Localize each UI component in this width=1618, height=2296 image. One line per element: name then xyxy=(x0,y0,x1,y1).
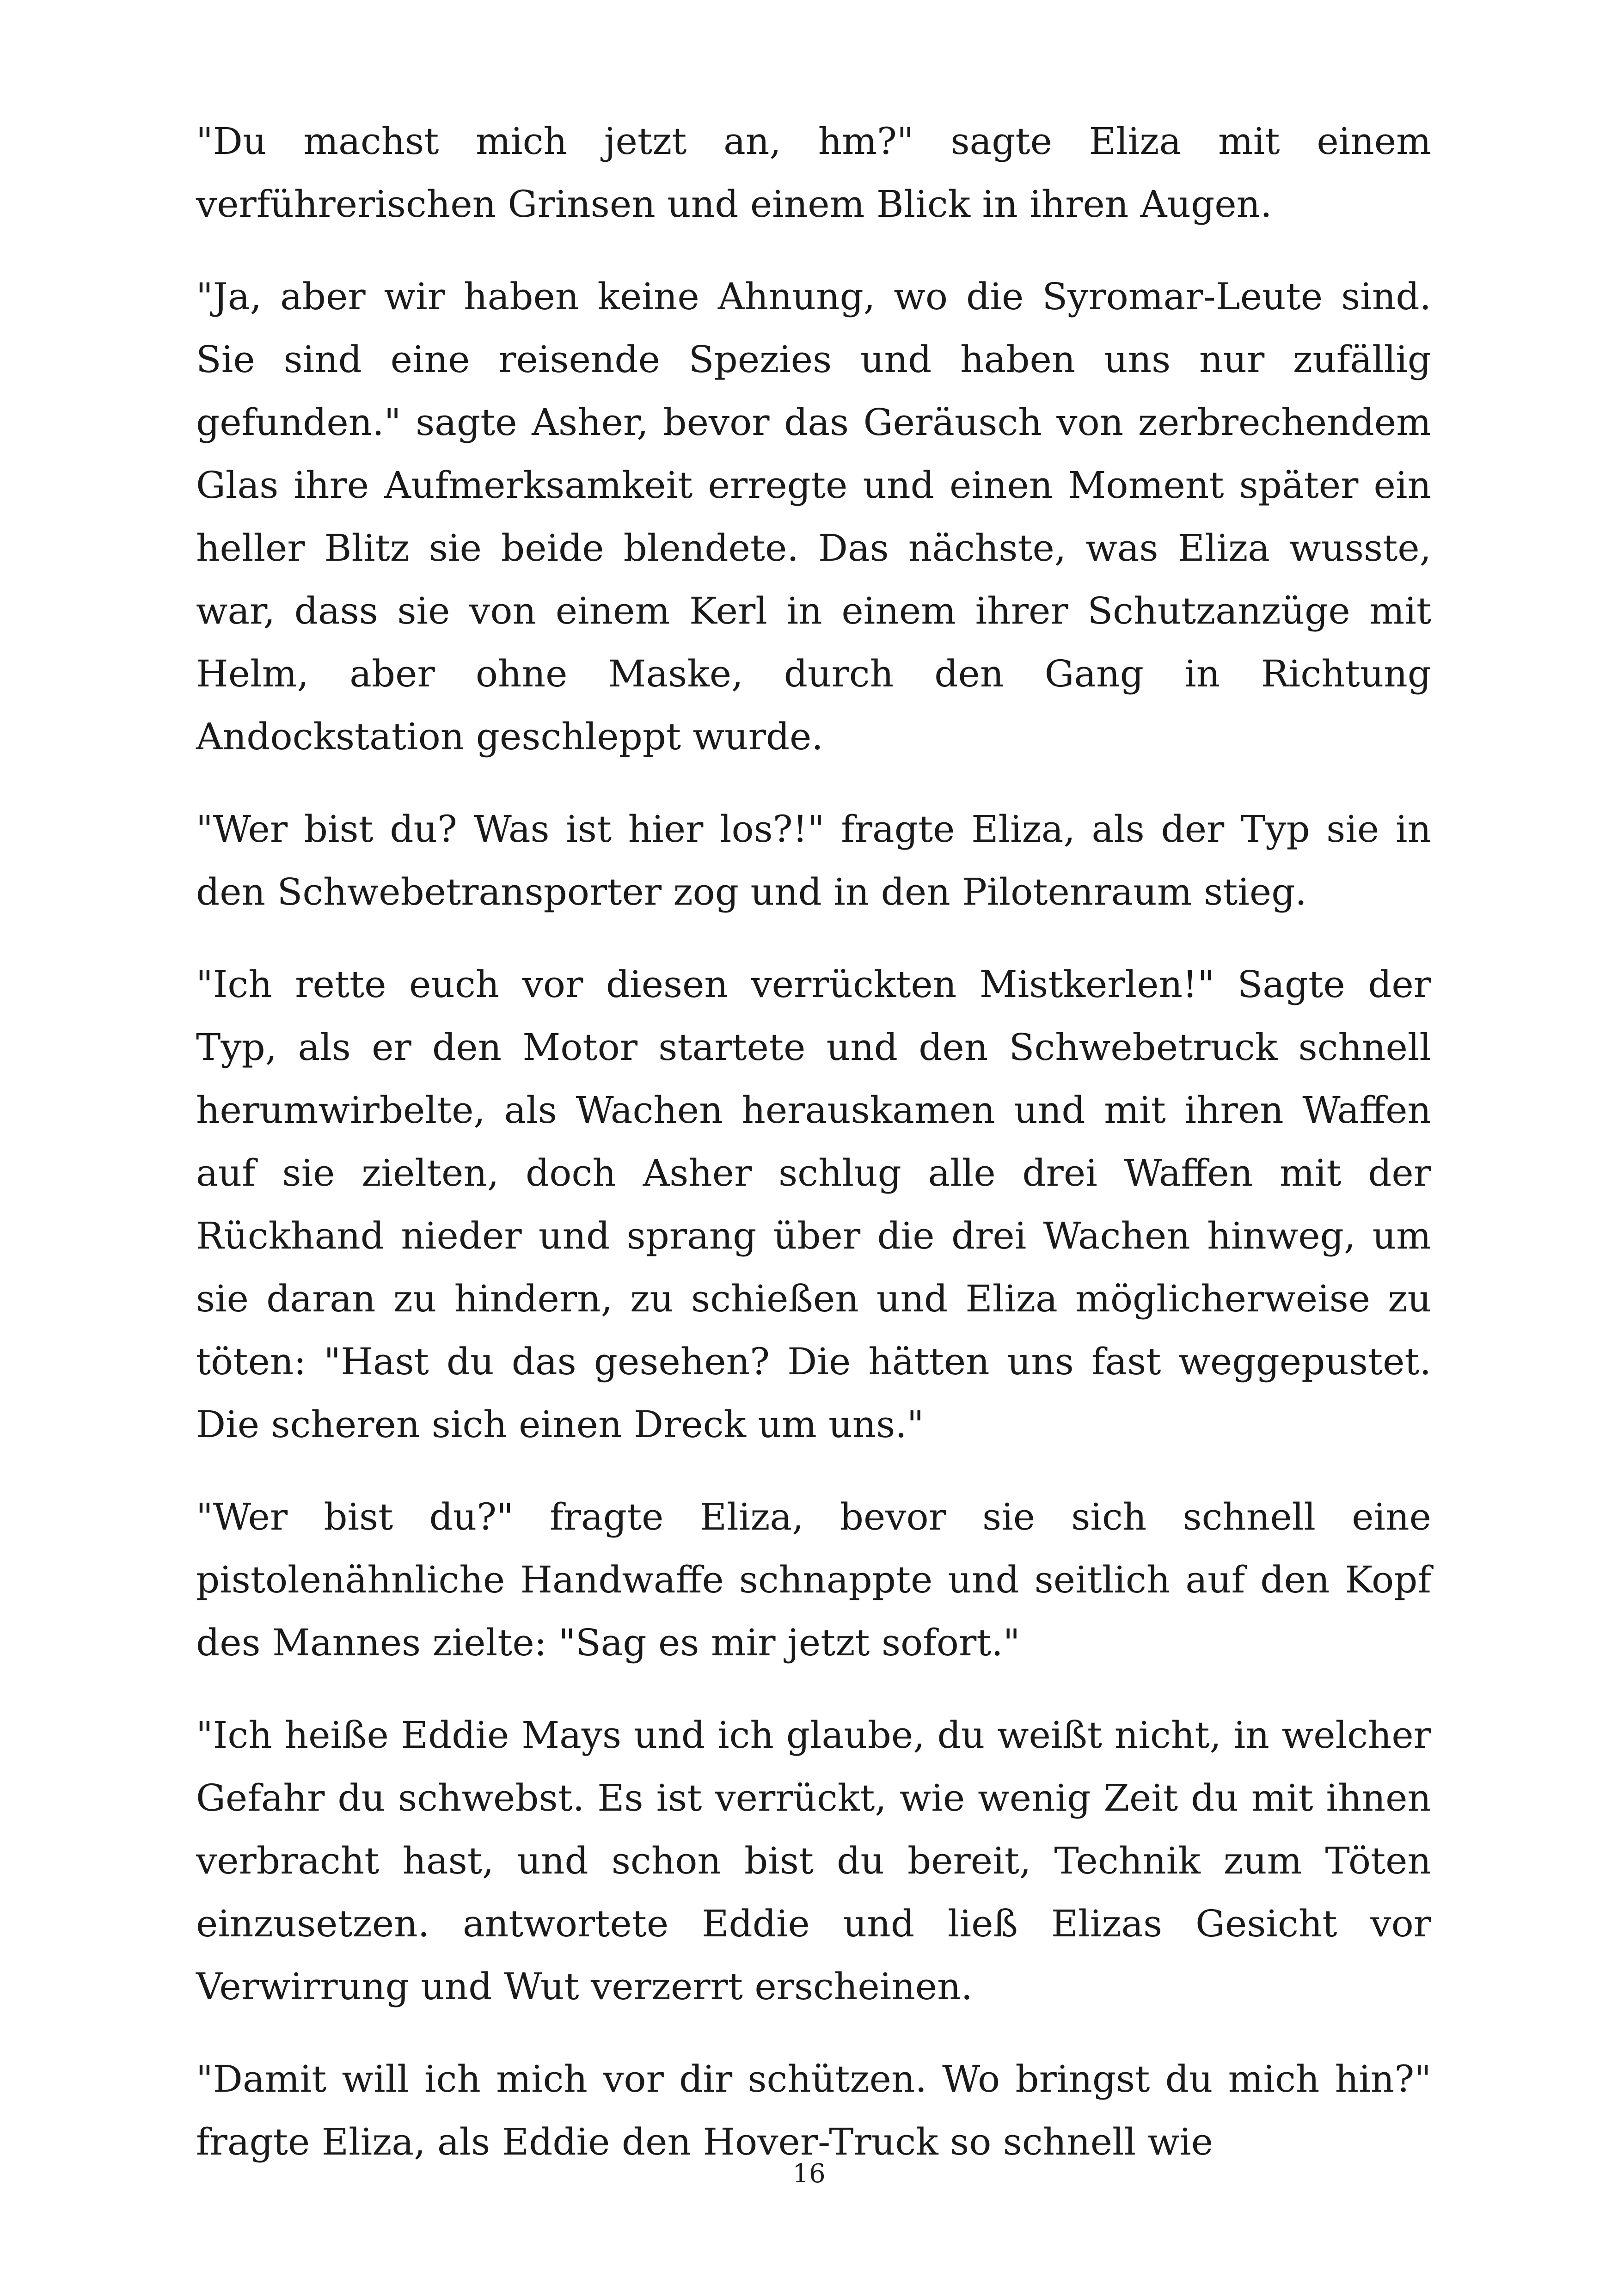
paragraph: "Damit will ich mich vor dir schützen. Wo bringst du mich hin?" fragte Eliza, als Eddie den Hover-Truck so schnell wie xyxy=(196,2057,1431,2163)
paragraph: "Wer bist du?" fragte Eliza, bevor sie sich schnell eine pistolenähnliche Handwaffe schnappte und seitlich auf den Kopf des Mannes zielte: "Sag es mir jetzt sofort." xyxy=(196,1495,1431,1664)
body-text xyxy=(196,110,1431,2203)
paragraph: "Ich heiße Eddie Mays und ich glaube, du weißt nicht, in welcher Gefahr du schwebst. Es ist verrückt, wie wenig Zeit du mit ihnen verbracht hast, und schon bist du bereit, Technik zum Töten einzusetzen. antwortete Eddie und ließ Elizas Gesicht vor Verwirrung und Wut verzerrt erscheinen. xyxy=(196,1714,1431,2008)
paragraph: "Wer bist du? Was ist hier los?!" fragte Eliza, als der Typ sie in den Schwebetransporter zog und in den Pilotenraum stieg. xyxy=(196,808,1431,913)
paragraph: "Ich rette euch vor diesen verrückten Mistkerlen!" Sagte der Typ, als er den Motor startete und den Schwebetruck schnell herumwirbelte, als Wachen herauskamen und mit ihren Waffen auf sie zielten, doch Asher schlug alle drei Waffen mit der Rückhand nieder und sprang über die drei Wachen hinweg, um sie daran zu hindern, zu schießen und Eliza möglicherweise zu töten: "Hast du das gesehen? Die hätten uns fast weggepustet. Die scheren sich einen Dreck um uns." xyxy=(196,963,1431,1446)
page-number: 16 xyxy=(792,2159,826,2189)
paragraph: "Du machst mich jetzt an, hm?" sagte Eliza mit einem verführerischen Grinsen und einem Blick in ihren Augen. xyxy=(196,120,1431,226)
paragraph: "Ja, aber wir haben keine Ahnung, wo die Syromar-Leute sind. Sie sind eine reisende Spezies und haben uns nur zufällig gefunden." sagte Asher, bevor das Geräusch von zerbrechendem Glas ihre Aufmerksamkeit erregte und einen Moment später ein heller Blitz sie beide blendete. Das nächste, was Eliza wusste, war, dass sie von einem Kerl in einem ihrer Schutzanzüge mit Helm, aber ohne Maske, durch den Gang in Richtung Andockstation geschleppt wurde. xyxy=(196,275,1431,758)
